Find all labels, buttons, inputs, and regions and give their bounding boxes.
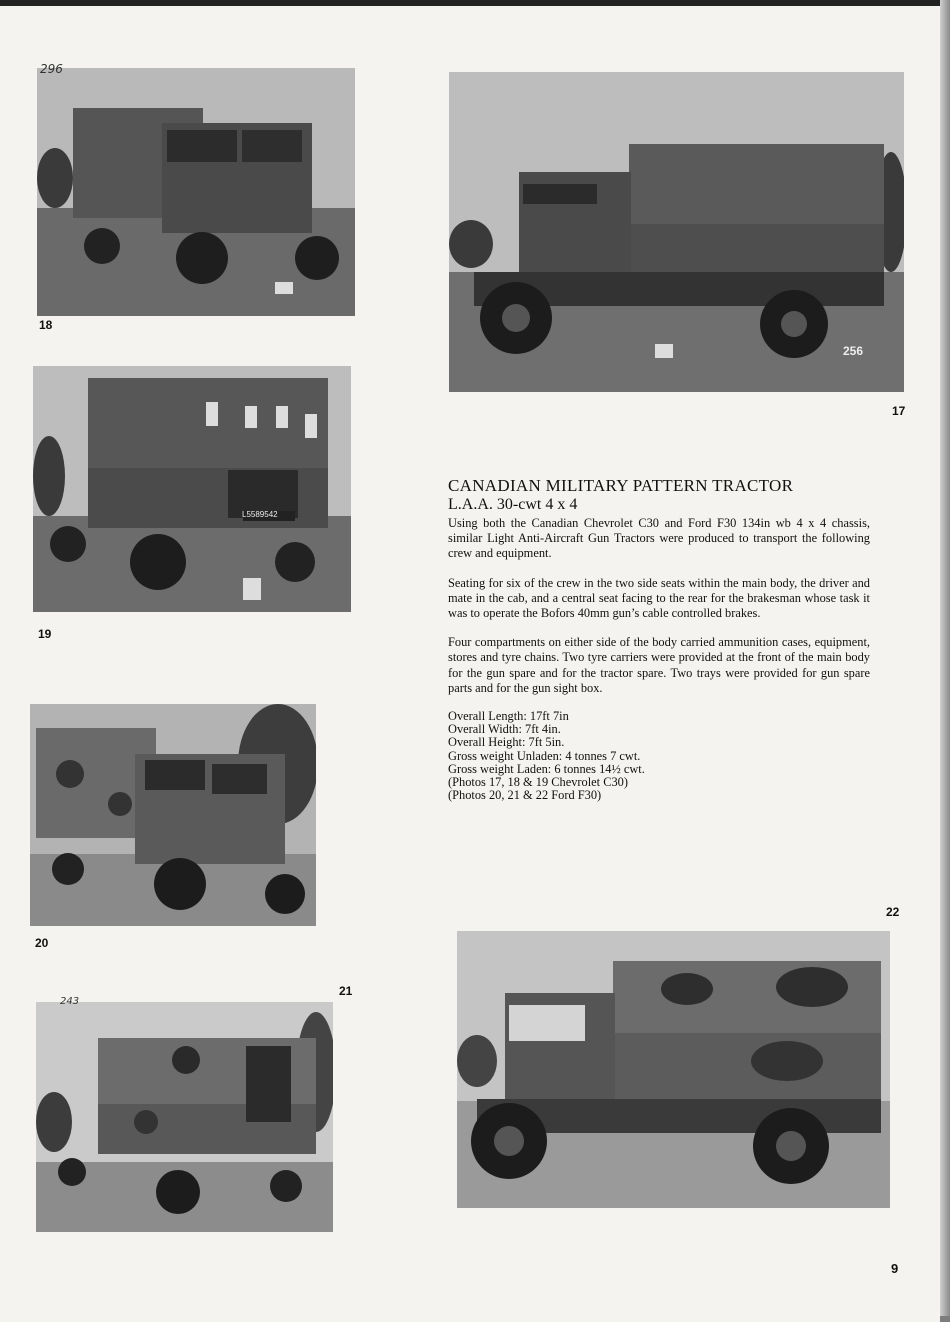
- article-paragraph: Four compartments on either side of the body carried ammunition cases, equipment, stores and tyre chains. Two tyre carriers were provided at the front of the main body for the gun spare and for the tractor spare. Two trays were provided for gun spare parts and for the gun sight box.: [448, 635, 870, 695]
- photo-18-caption: 18: [39, 318, 53, 332]
- handwritten-note-296: 296: [40, 62, 63, 76]
- photo-20-camouflaged-truck-front: [30, 704, 316, 926]
- photo-21-image: [36, 1002, 333, 1232]
- page-number: 9: [891, 1261, 899, 1276]
- photo-19-image: [33, 366, 351, 612]
- photo-21-caption: 21: [339, 984, 353, 998]
- photo-22-image: [457, 931, 890, 1208]
- photo-17-plate-256: 256: [843, 344, 864, 358]
- handwritten-note-243: 243: [60, 996, 80, 1007]
- photo-17-image: [449, 72, 904, 392]
- specifications-list: [448, 710, 870, 802]
- spec-overall-height: Overall Height: 7ft 5in.: [448, 735, 565, 750]
- photo-22-camouflaged-truck-side: [457, 931, 890, 1208]
- article-paragraph: Seating for six of the crew in the two side seats within the main body, the driver and mate in the cab, and a central seat facing to the rear for the brakesman whose task it was to operate the Bofors 40mm gun’s cable controlled brakes.: [448, 575, 870, 621]
- photo-20-caption: 20: [35, 936, 49, 950]
- photo-21-camouflaged-truck-rear: [36, 1002, 333, 1232]
- spec-photos-chevrolet: (Photos 17, 18 & 19 Chevrolet C30): [448, 775, 629, 790]
- spec-overall-width: Overall Width: 7ft 4in.: [448, 722, 561, 737]
- spec-weight-unladen: Gross weight Unladen: 4 tonnes 7 cwt.: [448, 748, 641, 763]
- photo-18-image: [37, 68, 355, 316]
- photo-20-image: [30, 704, 316, 926]
- article-subtitle: L.A.A. 30-cwt 4 x 4: [448, 496, 578, 513]
- article-paragraph: Using both the Canadian Chevrolet C30 and Ford F30 134in wb 4 x 4 chassis, similar Light Anti-Aircraft Gun Tractors were produced to transport the following crew and equipment.: [448, 516, 870, 561]
- page-edge-shadow: [940, 0, 950, 1316]
- spec-weight-laden: Gross weight Laden: 6 tonnes 14½ cwt.: [448, 761, 645, 776]
- photo-17-truck-side-view: [449, 72, 904, 392]
- spec-overall-length: Overall Length: 17ft 7in: [448, 709, 569, 724]
- article-block: [448, 476, 870, 802]
- article-title: CANADIAN MILITARY PATTERN TRACTOR: [448, 476, 794, 495]
- photo-19-registration-plate: L5589542: [242, 510, 278, 519]
- spec-photos-ford: (Photos 20, 21 & 22 Ford F30): [448, 788, 602, 803]
- photo-17-caption: 17: [892, 404, 906, 418]
- photo-18-truck-front-three-quarter: [37, 68, 355, 316]
- photo-19-caption: 19: [38, 627, 52, 641]
- photo-22-caption: 22: [886, 905, 900, 919]
- photo-19-truck-rear-three-quarter: [33, 366, 351, 612]
